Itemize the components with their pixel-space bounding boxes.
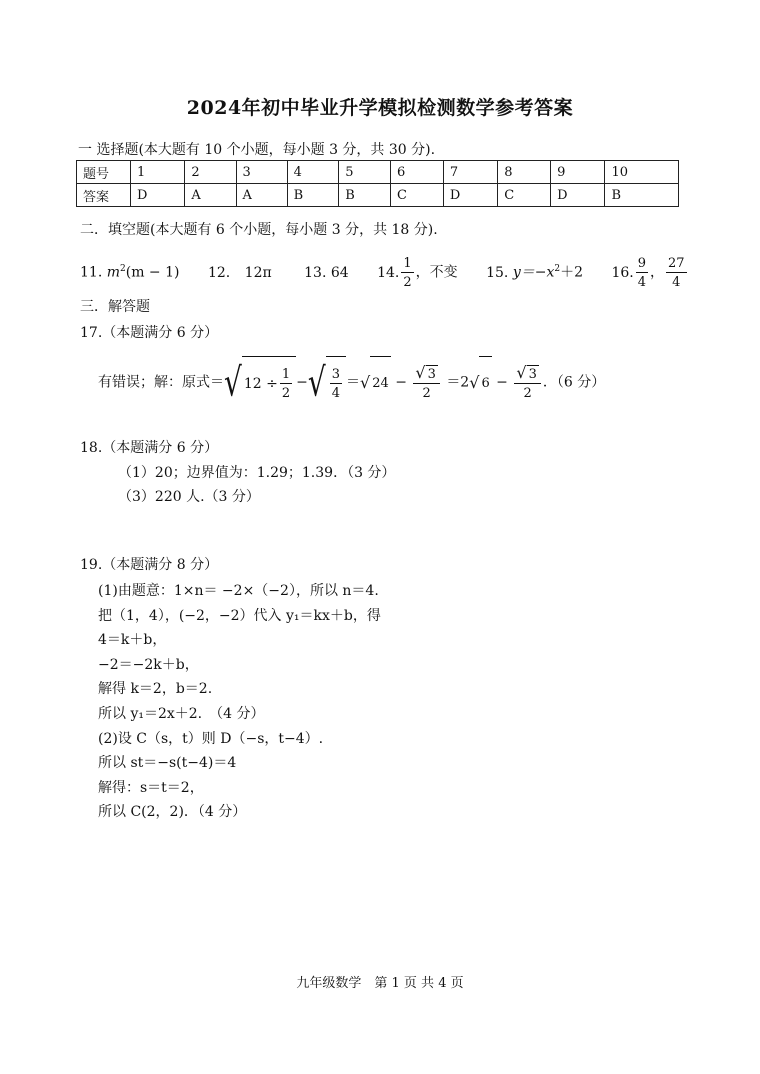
table-cell: A bbox=[236, 184, 287, 207]
answer-table bbox=[76, 160, 679, 207]
table-cell: 3 bbox=[236, 161, 287, 184]
fraction-sqrt3-over-2: $\frac{√ 3}{2}$ bbox=[413, 365, 439, 400]
solution-line: 解得：s＝t＝2， bbox=[98, 779, 204, 796]
q12-answer: 12π bbox=[244, 264, 272, 281]
q18-heading: 18.（本题满分 6 分） bbox=[80, 440, 219, 456]
solution-line: 所以 y₁＝2x＋2. （4 分） bbox=[98, 705, 265, 722]
sqrt-expression-1: √ 12 ÷ $\frac{1}{2}$ bbox=[224, 356, 296, 409]
sqrt-24: √ 24 bbox=[360, 356, 391, 409]
row-label-answer: 答案 bbox=[77, 184, 131, 207]
q17-heading: 17.（本题满分 6 分） bbox=[80, 325, 219, 341]
table-cell: B bbox=[339, 184, 391, 207]
section3-heading: 三．解答题 bbox=[80, 299, 150, 315]
table-cell: C bbox=[390, 184, 443, 207]
section2-heading: 二．填空题(本大题有 6 个小题，每小题 3 分，共 18 分). bbox=[80, 222, 438, 238]
solution-line: (2)设 C（s，t）则 D（−s，t−4）. bbox=[98, 730, 324, 747]
q16-fraction-1: $\frac{9}{4}$ bbox=[637, 255, 647, 290]
sqrt-6: √ 6 bbox=[469, 356, 491, 409]
table-cell: A bbox=[185, 184, 236, 207]
table-cell: 6 bbox=[390, 161, 443, 184]
q18-part3: （3）220 人.（3 分） bbox=[118, 489, 260, 505]
fill-in-answers: 11. $m^2(m - 1)$ 12. 12π 13. 64 14. $\frac{1}{2}$ ，不变 15. $y=-x^2+2$ 16. $\frac{9}{4}$ ， $\frac{27}{4}$ bbox=[80, 255, 685, 290]
page-title: 2024年初中毕业升学模拟检测数学参考答案 bbox=[186, 97, 574, 119]
table-cell: 1 bbox=[131, 161, 185, 184]
row-label-number: 题号 bbox=[77, 161, 131, 184]
q11-var: m bbox=[106, 264, 120, 281]
solution-line: 4＝k＋b， bbox=[98, 632, 167, 649]
q13-answer: 13. 64 bbox=[304, 264, 349, 281]
q12-label: 12. bbox=[207, 264, 231, 281]
sqrt-expression-2: √ $\frac{3}{4}$ bbox=[308, 356, 346, 409]
solution-line: 把（1，4），(−2，−2）代入 y₁＝kx＋b，得 bbox=[98, 607, 381, 624]
table-cell: C bbox=[498, 184, 551, 207]
table-row-answers bbox=[77, 184, 679, 207]
q14-label: 14. bbox=[377, 264, 400, 281]
q14-fraction: $\frac{1}{2}$ bbox=[403, 255, 412, 290]
solution-line: (1)由题意：1×n＝ −2×（−2），所以 n＝4. bbox=[98, 583, 379, 599]
table-cell: D bbox=[131, 184, 185, 207]
q11-label: 11. bbox=[80, 264, 103, 281]
solution-line: −2＝−2k＋b， bbox=[98, 656, 199, 673]
section1-heading: 一 选择题(本大题有 10 个小题，每小题 3 分，共 30 分). bbox=[78, 142, 436, 158]
table-cell: D bbox=[551, 184, 605, 207]
table-cell: 4 bbox=[287, 161, 339, 184]
solution-line: 解得 k＝2，b＝2. bbox=[98, 681, 213, 698]
solution-line: 所以 C(2，2)．（4 分） bbox=[98, 804, 247, 821]
table-cell: 2 bbox=[185, 161, 236, 184]
table-cell: B bbox=[605, 184, 679, 207]
table-cell: B bbox=[287, 184, 339, 207]
q18-part1: （1）20；边界值为：1.29；1.39．（3 分） bbox=[118, 465, 396, 481]
q15-label: 15. bbox=[486, 264, 509, 281]
solution-line: 所以 st＝−s(t−4)＝4 bbox=[98, 755, 237, 772]
q19-solution bbox=[98, 579, 381, 825]
q16-fraction-2: $\frac{27}{4}$ bbox=[668, 255, 685, 290]
fraction-sqrt3-over-2-final: $\frac{√ 3}{2}$ bbox=[514, 365, 540, 400]
table-row-numbers bbox=[77, 161, 679, 184]
table-cell: 7 bbox=[443, 161, 497, 184]
page-footer: 九年级数学 第 1 页 共 4 页 bbox=[296, 976, 464, 991]
q19-heading: 19.（本题满分 8 分） bbox=[80, 557, 219, 573]
q17-solution: 有错误；解：原式＝√ 12 ÷ $\frac{1}{2}$ −√ $\frac{3}{4}$ ＝√ 24 − $\frac{√ 3}{2}$ ＝2√ 6 − $\frac{√ 3}{2}$ ．（6 分） bbox=[98, 356, 605, 406]
table-cell: 5 bbox=[339, 161, 391, 184]
q16-label: 16. bbox=[611, 264, 634, 281]
table-cell: 10 bbox=[605, 161, 679, 184]
table-cell: D bbox=[443, 184, 497, 207]
table-cell: 9 bbox=[551, 161, 605, 184]
table-cell: 8 bbox=[498, 161, 551, 184]
